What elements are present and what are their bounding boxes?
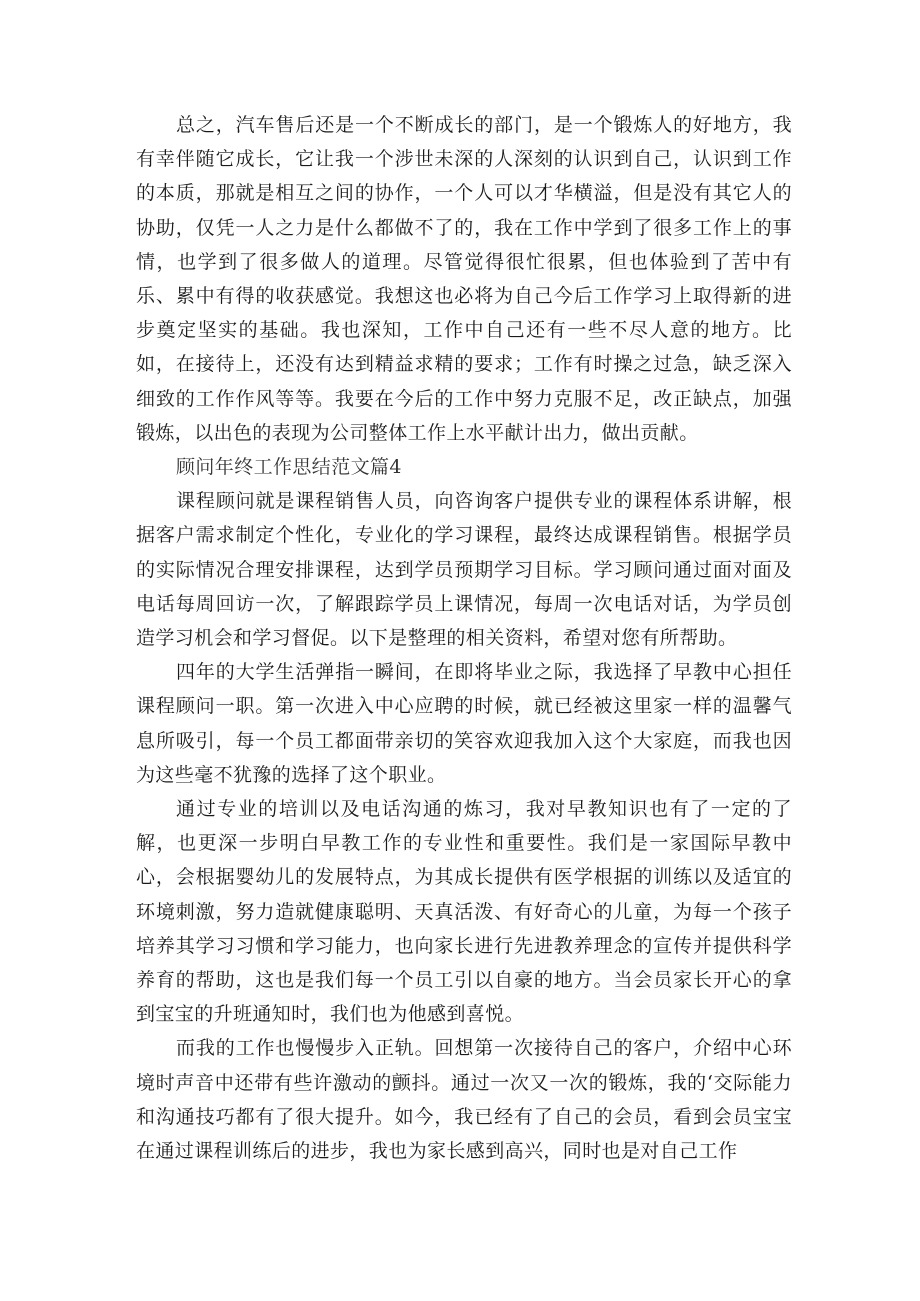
document-page bbox=[136, 108, 792, 1168]
paragraph-course-consultant-intro: 课程顾问就是课程销售人员，向咨询客户提供专业的课程体系讲解，根据客户需求制定个性化，专业化的学习课程，最终达成课程销售。根据学员的实际情况合理安排课程，达到学员预期学习目标。学习顾问通过面对面及电话每周回访一次，了解跟踪学员上课情况，每周一次电话对话，为学员创造学习机会和学习督促。以下是整理的相关资料，希望对您有所帮助。 bbox=[136, 490, 792, 650]
paragraph-work-on-track: 而我的工作也慢慢步入正轨。回想第一次接待自己的客户，介绍中心环境时声音中还带有些许激动的颤抖。通过一次又一次的锻炼，我的‘交际能力和沟通技巧都有了很大提升。如今，我已经有了自己的会员，看到会员宝宝在通过课程训练后的进步，我也为家长感到高兴，同时也是对自己工作 bbox=[136, 1037, 792, 1163]
paragraph-university-years: 四年的大学生活弹指一瞬间，在即将毕业之际，我选择了早教中心担任课程顾问一职。第一次进入中心应聘的时候，就已经被这里家一样的温馨气息所吸引，每一个员工都面带亲切的笑容欢迎我加入这个大家庭，而我也因为这些毫不犹豫的选择了这个职业。 bbox=[136, 661, 792, 786]
paragraph-after-sales-summary: 总之，汽车售后还是一个不断成长的部门，是一个锻炼人的好地方，我有幸伴随它成长，它让我一个涉世未深的人深刻的认识到自己，认识到工作的本质，那就是相互之间的协作，一个人可以才华横溢，但是没有其它人的协助，仅凭一人之力是什么都做不了的，我在工作中学到了很多工作上的事情，也学到了很多做人的道理。尽管觉得很忙很累，但也体验到了苦中有乐、累中有得的收获感觉。我想这也必将为自己今后工作学习上取得新的进步奠定坚实的基础。我也深知，工作中自己还有一些不尽人意的地方。比如，在接待上，还没有达到精益求精的要求；工作有时操之过急，缺乏深入细致的工作作风等等。我要在今后的工作中努力克服不足，改正缺点，加强锻炼，以出色的表现为公司整体工作上水平献计出力，做出贡献。 bbox=[136, 114, 792, 444]
paragraph-training: 通过专业的培训以及电话沟通的炼习，我对早教知识也有了一定的了解，也更深一步明白早教工作的专业性和重要性。我们是一家国际早教中心，会根据婴幼儿的发展特点，为其成长提供有医学根据的训练以及适宜的环境刺激，努力造就健康聪明、天真活泼、有好奇心的儿童，为每一个孩子培养其学习习惯和学习能力，也向家长进行先进教养理念的宣传并提供科学养育的帮助，这也是我们每一个员工引以自豪的地方。当会员家长开心的拿到宝宝的升班通知时，我们也为他感到喜悦。 bbox=[136, 798, 792, 1026]
section-heading: 顾问年终工作思结范文篇4 bbox=[176, 456, 402, 479]
